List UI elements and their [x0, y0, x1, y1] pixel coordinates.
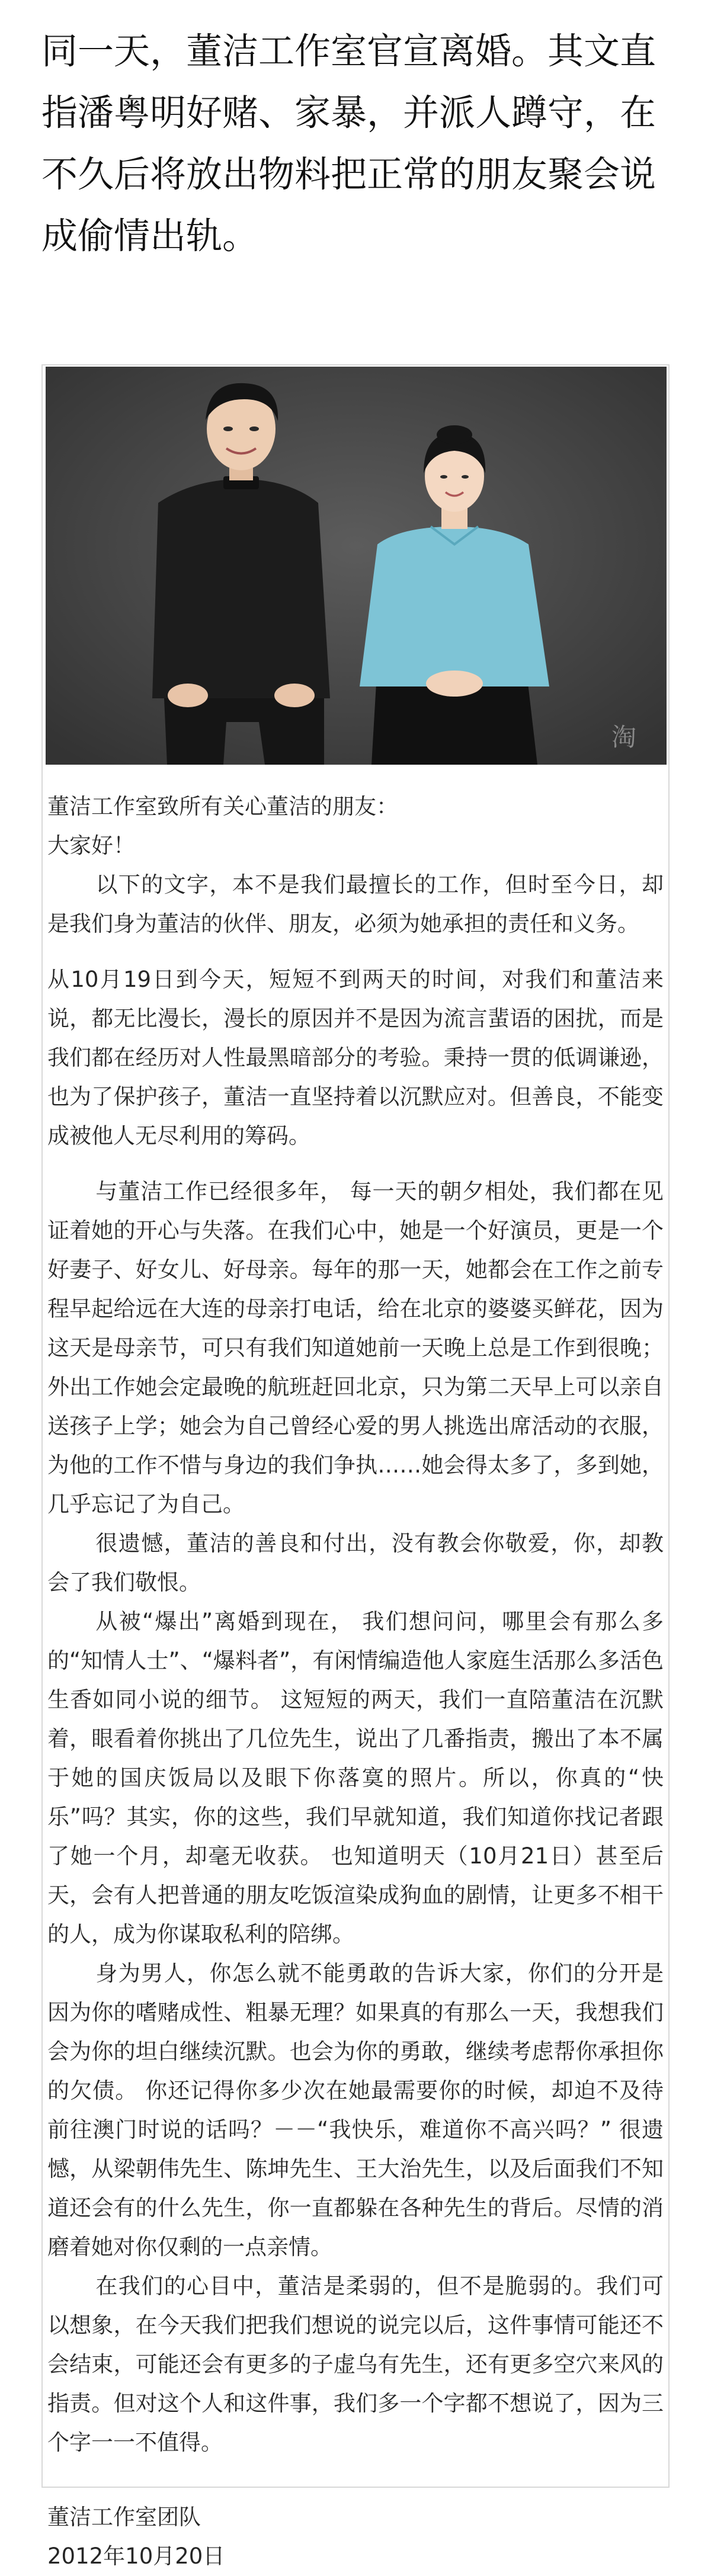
letter-body: [47, 787, 664, 2576]
letter-paragraph-6: 身为男人，你怎么就不能勇敢的告诉大家，你们的分开是因为你的嗜赌成性、粗暴无理？如果真的有那么一天，我想我们会为你的坦白继续沉默。也会为你的勇敢，继续考虑帮你承担你的欠债。 你还记得你多少次在她最需要你的时候，却迫不及待前往澳门时说的话吗？－－“我快乐，难道你不高兴吗？” 很遗憾，从梁朝伟先生、陈坤先生、王大治先生，以及后面我们不知道还会有的什么先生，你一直都躲在各种先生的背后。尽情的消磨着她对你仅剩的一点亲情。: [47, 1961, 664, 2260]
letter-paragraph-5: 从被“爆出”离婚到现在， 我们想问问，哪里会有那么多的“知情人士”、“爆料者”，有闲情编造他人家庭生活那么多活色生香如同小说的细节。 这短短的两天，我们一直陪董洁在沉默着，眼看着你挑出了几位先生，说出了几番指责，搬出了本不属于她的国庆饭局以及眼下你落寞的照片。所以，你真的“快乐”吗？其实，你的这些，我们早就知道，我们知道你找记者跟了她一个月，却毫无收获。 也知道明天（10月21日）甚至后天，会有人把普通的朋友吃饭渲染成狗血的剧情，让更多不相干的人，成为你谋取私利的陪绑。: [47, 1609, 664, 1947]
letter-paragraph-4: 很遗憾，董洁的善良和付出，没有教会你敬爱，你，却教会了我们敬恨。: [47, 1531, 664, 1595]
headline: 同一天，董洁工作室官宣离婚。其文直指潘粤明好赌、家暴，并派人蹲守，在不久后将放出物料把正常的朋友聚会说成偷情出轨。: [41, 30, 656, 257]
letter-paragraph-7: 在我们的心目中，董洁是柔弱的，但不是脆弱的。我们可以想象，在今天我们把我们想说的说完以后，这件事情可能还不会结束，可能还会有更多的子虚乌有先生，还有更多空穴来风的指责。但对这个人和这件事，我们多一个字都不想说了，因为三个字一一不值得。: [47, 2273, 664, 2455]
letter-paragraph-3: 与董洁工作已经很多年， 每一天的朝夕相处，我们都在见证着她的开心与失落。在我们心中，她是一个好演员，更是一个好妻子、好女儿、好母亲。每年的那一天，她都会在工作之前专程早起给远在大连的母亲打电话，给在北京的婆婆买鲜花，因为这天是母亲节，可只有我们知道她前一天晚上总是工作到很晚；外出工作她会定最晚的航班赶回北京，只为第二天早上可以亲自送孩子上学；她会为自己曾经心爱的男人挑选出席活动的衣服，为他的工作不惜与身边的我们争执……她会得太多了，多到她，几乎忘记了为自己。: [47, 1179, 664, 1517]
letter-card: [41, 364, 670, 2569]
letter-signature: 董洁工作室团队: [47, 2504, 201, 2530]
letter-greeting: 大家好！: [47, 833, 135, 858]
photo-watermark: 淘: [611, 723, 637, 752]
letter-date: 2012年10月20日: [47, 2543, 225, 2569]
letter-paragraph-2: 从10月19日到今天，短短不到两天的时间，对我们和董洁来说，都无比漫长，漫长的原因并不是因为流言蜚语的困扰，而是我们都在经历对人性最黑暗部分的考验。秉持一贯的低调谦逊，也为了保护孩子，董洁一直坚持着以沉默应对。但善良，不能变成被他人无尽利用的筹码。: [47, 967, 664, 1149]
letter-paragraph-1: 以下的文字，本不是我们最擅长的工作，但时至今日，却是我们身为董洁的伙伴、朋友，必须为她承担的责任和义务。: [47, 872, 664, 936]
couple-photo: [46, 367, 667, 765]
letter-salutation: 董洁工作室致所有关心董洁的朋友：: [47, 794, 398, 819]
